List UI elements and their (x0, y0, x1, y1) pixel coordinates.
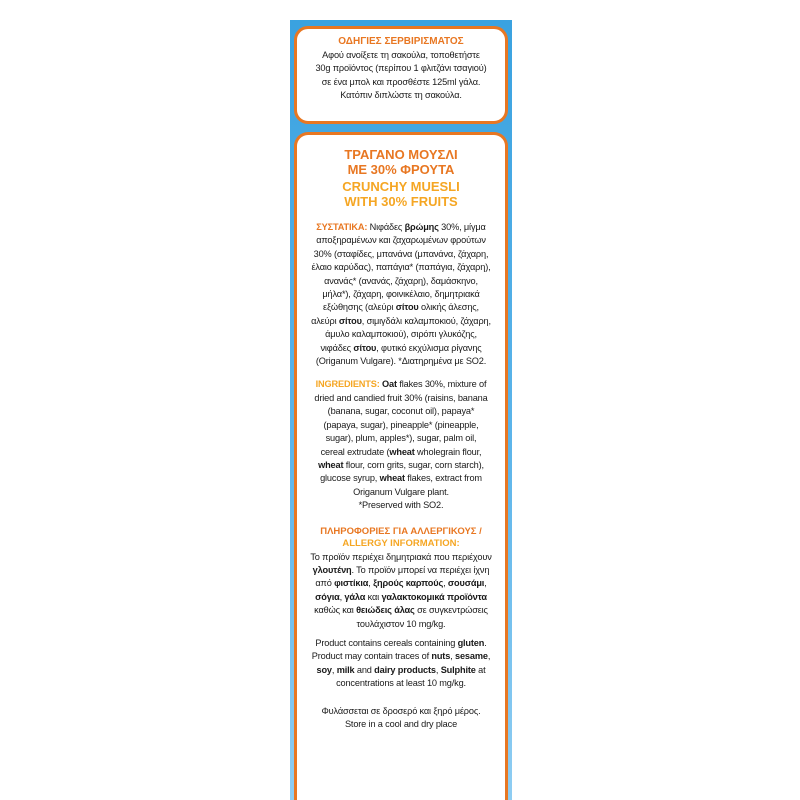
serving-line: Αφού ανοίξετε τη σακούλα, τοποθετήστε (322, 50, 480, 60)
serving-title: ΟΔΗΓΙΕΣ ΣΕΡΒΙΡΙΣΜΑΤΟΣ (338, 36, 464, 47)
text-span: flakes, extract from (404, 473, 482, 484)
text-line (303, 301, 499, 314)
allergen-text: soy (316, 664, 332, 675)
ingredients-english (303, 378, 499, 512)
allergy-section (303, 526, 499, 691)
text-line (303, 342, 499, 355)
text-span: . Το προϊόν μπορεί να περιέχει ίχνη (351, 564, 490, 575)
text-line (303, 650, 499, 663)
serving-line: Κατόπιν διπλώστε τη σακούλα. (340, 90, 462, 101)
text-line: ανανάς* (ανανάς, ζάχαρη), δαμάσκηνο, (324, 275, 478, 286)
ingredients-label: ΣΥΣΤΑΤΙΚΑ: (316, 222, 368, 232)
allergy-text-greek (303, 551, 499, 631)
allergen-text: βρώμης (404, 222, 439, 232)
text-span: flakes 30%, mixture of (396, 379, 487, 390)
allergen-text: Sulphite (440, 664, 476, 675)
text-span: 30%, μίγμα (438, 222, 486, 232)
text-line: concentrations at least 10 mg/kg. (336, 678, 466, 689)
text-line: άμυλο καλαμποκιού), σιρόπι γλυκόζης, (325, 329, 477, 340)
text-line: μήλα*), ζάχαρη, φοινικέλαιο, δημητριακά (322, 289, 480, 300)
allergen-text: ξηρούς καρπούς (373, 578, 444, 589)
product-title-english (303, 179, 499, 209)
ingredients-label: INGREDIENTS: (315, 379, 380, 390)
text-span: σε συγκεντρώσεις (414, 605, 488, 616)
title-line: ΤΡΑΓΑΝΟ ΜΟΥΣΛΙ (344, 147, 458, 162)
text-line (303, 315, 499, 328)
storage-english: Store in a cool and dry place (344, 719, 458, 729)
serving-instructions-box (294, 26, 508, 124)
text-line (303, 577, 499, 590)
text-line (303, 446, 499, 459)
text-span: . (484, 637, 487, 648)
text-span: , (487, 651, 491, 662)
text-span: , (368, 578, 374, 589)
serving-line: 30g προϊόντος (περίπου 1 φλιτζάνι τσαγιού) (315, 63, 487, 74)
product-title-greek (303, 147, 499, 177)
allergen-text: γαλακτοκομικά προϊόντα (381, 591, 487, 602)
text-span: καθώς και (314, 605, 357, 616)
text-line: (banana, sugar, coconut oil), papaya* (327, 406, 475, 417)
text-span: και (365, 591, 382, 602)
allergen-text: γλουτένη (312, 564, 352, 575)
text-span: , (435, 664, 441, 675)
allergen-text: σίτου (353, 342, 377, 353)
label-panel (290, 20, 512, 800)
allergen-text: γάλα (344, 591, 366, 602)
text-span: , (443, 578, 448, 589)
allergen-text: wheat (379, 473, 405, 484)
text-span: νιφάδες (320, 342, 354, 353)
text-line (303, 564, 499, 577)
text-line (303, 459, 499, 472)
allergen-text: nuts (431, 651, 451, 662)
storage-greek: Φυλάσσεται σε δροσερό και ξηρό μέρος. (321, 705, 481, 716)
title-line: WITH 30% FRUITS (344, 194, 458, 209)
allergen-text: gluten (457, 637, 485, 648)
text-span: Product contains cereals containing (315, 637, 458, 648)
serving-text (303, 49, 499, 103)
text-line: sugar), plum, apples*), sugar, palm oil, (325, 433, 477, 444)
allergen-text: σίτου (338, 315, 362, 326)
allergy-text-english (303, 637, 499, 691)
allergen-text: wheat (318, 459, 344, 470)
allergen-text: σόγια (315, 591, 340, 602)
text-line (303, 378, 499, 391)
text-line: έλαιο καρύδας), παπάγια* (παπάγια, ζάχαρη), (311, 262, 491, 273)
text-span: wholegrain flour, (414, 446, 482, 457)
text-line: (papaya, sugar), pineapple* (pineapple, (323, 419, 479, 430)
storage-section (303, 705, 499, 732)
text-line: αποξηραμένων και ζαχαρωμένων φρούτων (316, 235, 486, 246)
text-span: Νιφάδες (367, 222, 405, 232)
text-line (303, 221, 499, 234)
allergen-text: φιστίκια (334, 578, 369, 589)
text-span: and (354, 664, 375, 675)
ingredients-greek (303, 221, 499, 368)
text-line: τουλάχιστον 10 mg/kg. (356, 618, 446, 629)
allergy-title-greek: ΠΛΗΡΟΦΟΡΙΕΣ ΓΙΑ ΑΛΛΕΡΓΙΚΟΥΣ / (320, 525, 482, 537)
text-span: ολικής άλεσης, (418, 302, 479, 313)
text-span: εξώθησης (αλεύρι (323, 302, 396, 313)
text-line (303, 591, 499, 604)
text-span: , σιμιγδάλι καλαμποκιού, ζάχαρη, (361, 315, 491, 326)
text-span: glucose syrup, (320, 473, 380, 484)
text-line: 30% (σταφίδες, μπανάνα (μπανάνα, ζάχαρη, (313, 248, 489, 259)
text-span: αλεύρι (311, 315, 339, 326)
text-line (303, 472, 499, 485)
allergen-text: milk (336, 664, 355, 675)
text-line (303, 664, 499, 677)
text-line: *Preserved with SO2. (358, 500, 444, 511)
allergen-text: wheat (389, 446, 415, 457)
text-line: Το προϊόν περιέχει δημητριακά που περιέχουν (310, 551, 492, 562)
text-span: , (484, 578, 487, 589)
text-span: από (315, 578, 335, 589)
text-line (303, 604, 499, 617)
allergen-text: dairy products (374, 664, 436, 675)
text-span: , (339, 591, 345, 602)
text-span: , (450, 651, 455, 662)
text-line: (Origanum Vulgare). *Διατηρημένα με SO2. (315, 356, 487, 367)
title-line: ΜΕ 30% ΦΡΟΥΤΑ (347, 162, 455, 177)
allergen-text: σίτου (395, 302, 419, 313)
text-span: at (475, 664, 486, 675)
text-line: Origanum Vulgare plant. (353, 486, 449, 497)
allergen-text: Oat (382, 379, 397, 390)
allergen-text: σουσάμι (447, 578, 485, 589)
text-span: , (331, 664, 337, 675)
text-span: cereal extrudate ( (320, 446, 390, 457)
text-line (303, 637, 499, 650)
allergy-title (303, 526, 499, 550)
allergen-text: sesame (454, 651, 488, 662)
text-span: flour, corn grits, sugar, corn starch), (343, 459, 484, 470)
allergy-title-english: ALLERGY INFORMATION: (342, 537, 460, 549)
title-line: CRUNCHY MUESLI (342, 179, 460, 194)
text-span: Product may contain traces of (311, 651, 432, 662)
allergen-text: θειώδεις άλας (356, 605, 415, 616)
serving-line: σε ένα μπολ και προσθέστε 125ml γάλα. (321, 76, 481, 87)
product-info-box (294, 132, 508, 800)
text-line: dried and candied fruit 30% (raisins, banana (314, 392, 488, 403)
text-span: , φυτικό εκχύλισμα ρίγανης (376, 342, 482, 353)
